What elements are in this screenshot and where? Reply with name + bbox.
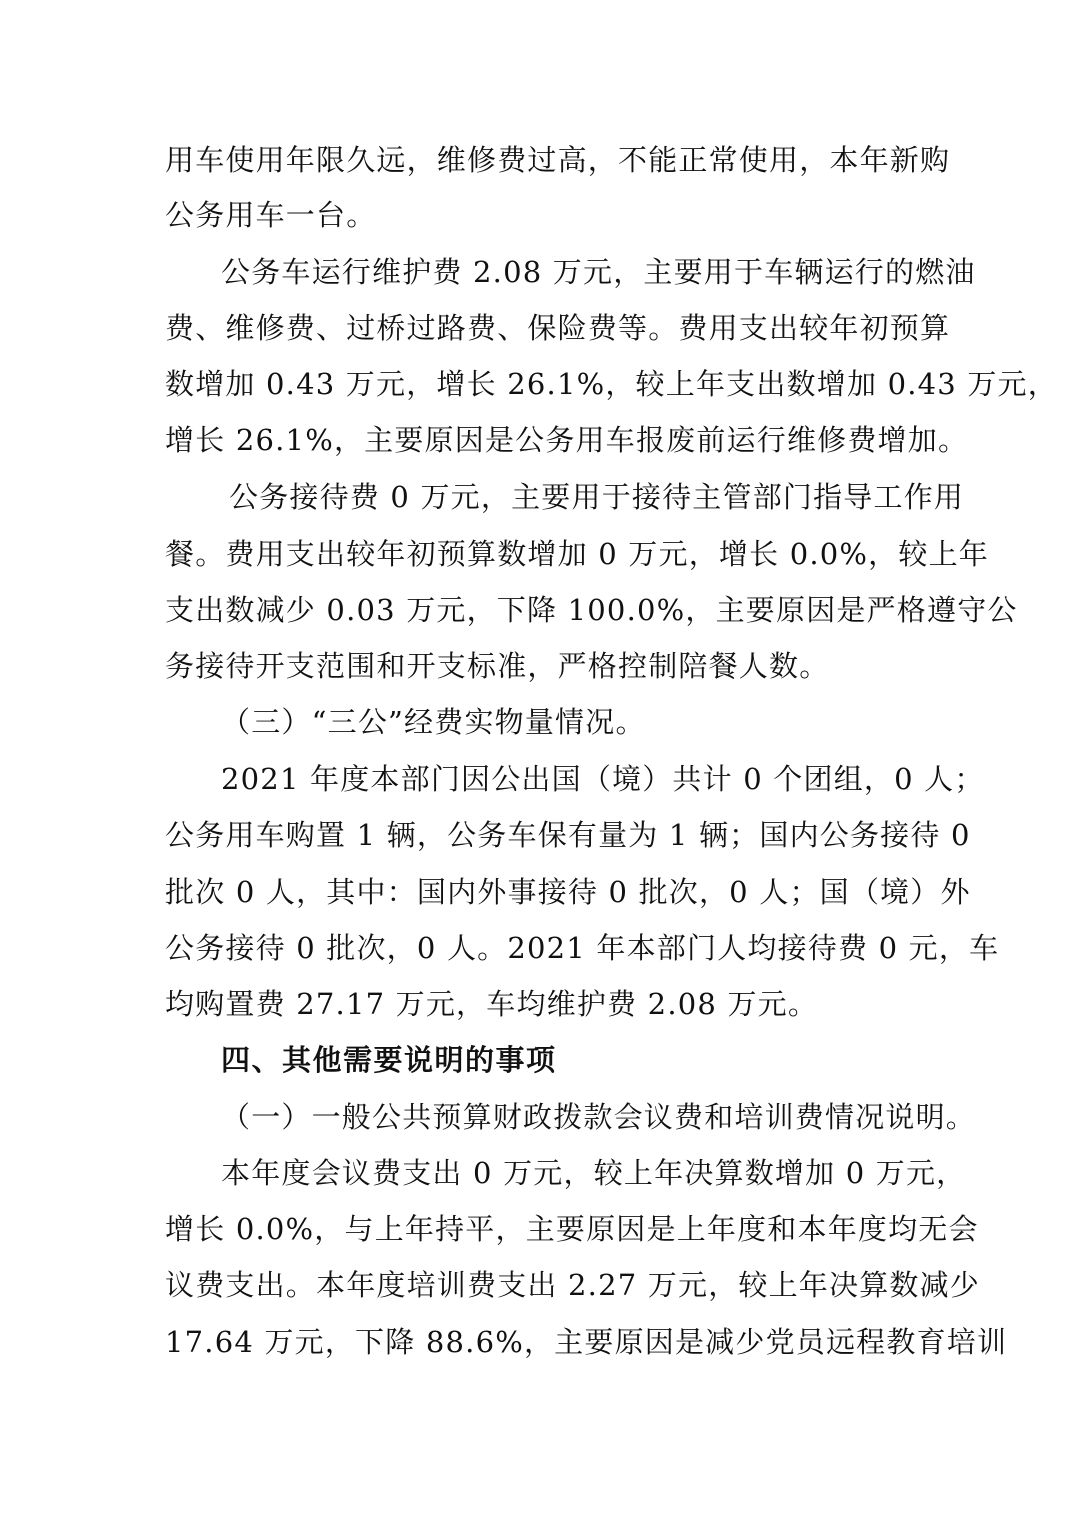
section-heading-four: 四、其他需要说明的事项 bbox=[221, 1043, 557, 1077]
text-line-12: 2021 年度本部门因公出国（境）共计 0 个团组，0 人； bbox=[221, 762, 985, 796]
text-line-1: 用车使用年限久远，维修费过高，不能正常使用，本年新购 bbox=[165, 143, 951, 177]
text-line-15: 公务接待 0 批次，0 人。2021 年本部门人均接待费 0 元，车 bbox=[165, 931, 1000, 965]
text-line-22: 17.64 万元，下降 88.6%，主要原因是减少党员远程教育培训 bbox=[165, 1325, 1008, 1359]
section-heading-three: （三）“三公”经费实物量情况。 bbox=[221, 705, 646, 739]
text-line-5: 数增加 0.43 万元，增长 26.1%，较上年支出数增加 0.43 万元， bbox=[165, 367, 1058, 401]
subsection-heading-one: （一）一般公共预算财政拨款会议费和培训费情况说明。 bbox=[221, 1100, 977, 1134]
text-line-13: 公务用车购置 1 辆，公务车保有量为 1 辆；国内公务接待 0 bbox=[165, 818, 971, 852]
text-line-10: 务接待开支范围和开支标准，严格控制陪餐人数。 bbox=[165, 649, 830, 683]
text-line-6: 增长 26.1%，主要原因是公务用车报废前运行维修费增加。 bbox=[165, 423, 969, 457]
text-line-4: 费、维修费、过桥过路费、保险费等。费用支出较年初预算 bbox=[165, 311, 951, 345]
text-line-21: 议费支出。本年度培训费支出 2.27 万元，较上年决算数减少 bbox=[165, 1268, 981, 1302]
text-line-14: 批次 0 人，其中：国内外事接待 0 批次，0 人；国（境）外 bbox=[165, 875, 971, 909]
text-line-20: 增长 0.0%，与上年持平，主要原因是上年度和本年度均无会 bbox=[165, 1212, 979, 1246]
text-line-9: 支出数减少 0.03 万元，下降 100.0%，主要原因是严格遵守公 bbox=[165, 593, 1018, 627]
text-line-3: 公务车运行维护费 2.08 万元，主要用于车辆运行的燃油 bbox=[221, 255, 976, 289]
text-line-19: 本年度会议费支出 0 万元，较上年决算数增加 0 万元， bbox=[221, 1156, 967, 1190]
text-line-2: 公务用车一台。 bbox=[165, 198, 377, 232]
text-line-8: 餐。费用支出较年初预算数增加 0 万元，增长 0.0%，较上年 bbox=[165, 537, 989, 571]
text-line-7: 公务接待费 0 万元，主要用于接待主管部门指导工作用 bbox=[229, 480, 965, 514]
text-line-16: 均购置费 27.17 万元，车均维护费 2.08 万元。 bbox=[165, 987, 819, 1021]
